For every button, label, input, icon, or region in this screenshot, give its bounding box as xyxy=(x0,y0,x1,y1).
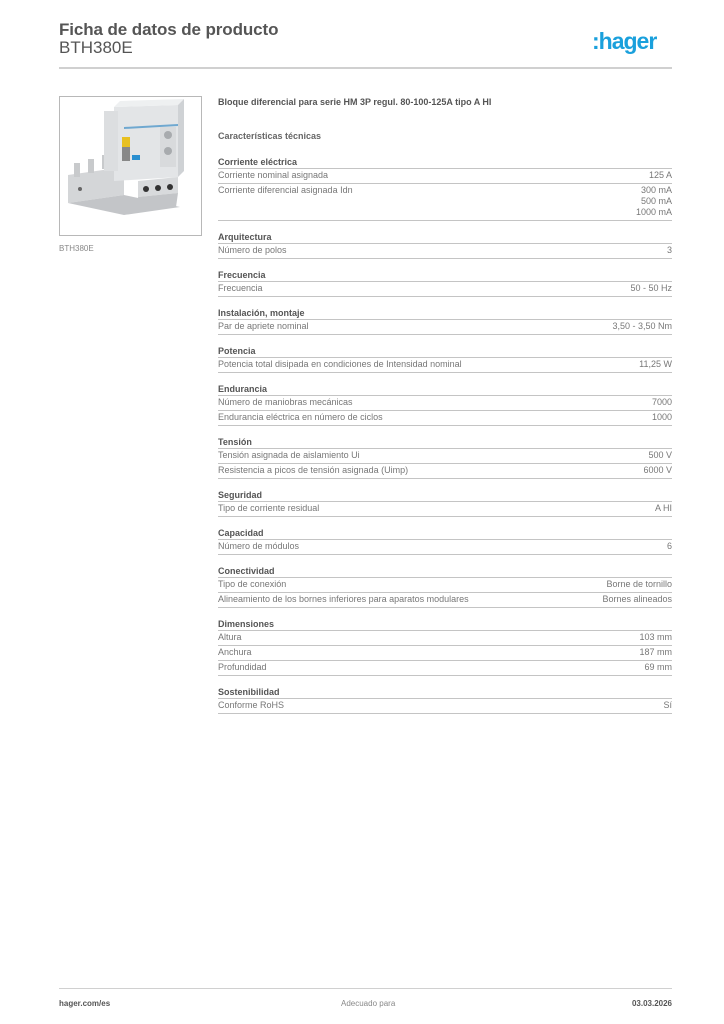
image-caption: BTH380E xyxy=(59,244,94,253)
spec-row xyxy=(218,699,672,714)
footer-website-link[interactable]: hager.com/es xyxy=(59,999,111,1008)
spec-section xyxy=(218,268,672,297)
spec-row xyxy=(218,464,672,479)
spec-section xyxy=(218,155,672,221)
spec-row xyxy=(218,411,672,426)
spec-row xyxy=(218,631,672,646)
spec-values xyxy=(639,632,672,643)
spec-value: 6000 V xyxy=(643,465,672,475)
spec-section xyxy=(218,344,672,373)
spec-value: 3 xyxy=(666,245,672,255)
spec-values xyxy=(652,397,672,408)
spec-values xyxy=(655,503,672,514)
spec-section-title: Sostenibilidad xyxy=(218,685,672,699)
spec-label: Frecuencia xyxy=(218,283,263,293)
spec-values xyxy=(648,450,672,461)
spec-value: 11,25 W xyxy=(639,359,672,369)
spec-label: Potencia total disipada en condiciones de Intensidad nominal xyxy=(218,359,462,369)
spec-value: Bornes alineados xyxy=(602,594,672,604)
spec-label: Profundidad xyxy=(218,662,267,672)
spec-section xyxy=(218,564,672,608)
spec-section-title: Endurancia xyxy=(218,382,672,396)
spec-row xyxy=(218,396,672,411)
spec-section-title: Instalación, montaje xyxy=(218,306,672,320)
spec-section xyxy=(218,382,672,426)
spec-value: 7000 xyxy=(651,397,672,407)
spec-section-title: Capacidad xyxy=(218,526,672,540)
spec-section xyxy=(218,488,672,517)
specs-table xyxy=(218,155,672,723)
spec-section-title: Seguridad xyxy=(218,488,672,502)
spec-label: Alineamiento de los bornes inferiores para aparatos modulares xyxy=(218,594,469,604)
spec-section-title: Corriente eléctrica xyxy=(218,155,672,169)
spec-values xyxy=(639,647,672,658)
spec-row xyxy=(218,169,672,184)
spec-row xyxy=(218,449,672,464)
spec-label: Corriente diferencial asignada Idn xyxy=(218,185,353,195)
spec-section xyxy=(218,230,672,259)
spec-label: Anchura xyxy=(218,647,252,657)
spec-label: Número de módulos xyxy=(218,541,300,551)
circuit-breaker-block-icon xyxy=(60,97,201,235)
spec-label: Tipo de conexión xyxy=(218,579,287,589)
spec-row xyxy=(218,540,672,555)
spec-values xyxy=(667,245,672,256)
spec-values xyxy=(630,283,672,294)
spec-row xyxy=(218,244,672,259)
spec-value: 69 mm xyxy=(644,662,672,672)
spec-label: Tipo de corriente residual xyxy=(218,503,320,513)
spec-row xyxy=(218,578,672,593)
spec-row xyxy=(218,661,672,676)
spec-section-title: Conectividad xyxy=(218,564,672,578)
header-title: Ficha de datos de producto xyxy=(59,20,279,39)
spec-values xyxy=(639,359,672,370)
product-description: Bloque diferencial para serie HM 3P regul. 80-100-125A tipo A HI xyxy=(218,97,492,107)
hager-logo: :hager xyxy=(592,28,657,54)
spec-section xyxy=(218,526,672,555)
spec-section-title: Arquitectura xyxy=(218,230,672,244)
spec-label: Resistencia a picos de tensión asignada (Uimp) xyxy=(218,465,409,475)
spec-values xyxy=(667,541,672,552)
spec-row xyxy=(218,184,672,221)
spec-value: 1000 xyxy=(651,412,672,422)
spec-section-title: Frecuencia xyxy=(218,268,672,282)
footer-divider xyxy=(59,988,672,989)
spec-label: Número de polos xyxy=(218,245,287,255)
spec-values xyxy=(606,579,672,590)
spec-section xyxy=(218,306,672,335)
spec-section-title: Potencia xyxy=(218,344,672,358)
spec-row xyxy=(218,358,672,373)
spec-label: Tensión asignada de aislamiento Ui xyxy=(218,450,360,460)
spec-value: 125 A xyxy=(648,170,672,180)
spec-values xyxy=(643,465,672,476)
spec-row xyxy=(218,593,672,608)
spec-label: Par de apriete nominal xyxy=(218,321,309,331)
spec-value: 6 xyxy=(666,541,672,551)
spec-row xyxy=(218,646,672,661)
spec-value: 1000 mA xyxy=(635,207,672,217)
spec-values xyxy=(636,185,672,218)
spec-values xyxy=(649,170,672,181)
spec-value: Borne de tornillo xyxy=(606,579,672,589)
product-code: BTH380E xyxy=(59,38,133,57)
spec-value: 187 mm xyxy=(639,647,672,657)
spec-values xyxy=(644,662,672,673)
header-divider xyxy=(59,67,672,69)
spec-value: 50 - 50 Hz xyxy=(630,283,672,293)
spec-values xyxy=(652,412,672,423)
spec-value: 3,50 - 3,50 Nm xyxy=(612,321,672,331)
spec-value: 500 V xyxy=(648,450,672,460)
spec-section-title: Dimensiones xyxy=(218,617,672,631)
product-image xyxy=(59,96,202,236)
spec-label: Corriente nominal asignada xyxy=(218,170,329,180)
spec-value: 500 mA xyxy=(640,196,672,206)
spec-row xyxy=(218,502,672,517)
spec-section xyxy=(218,435,672,479)
footer-date: 03.03.2026 xyxy=(631,999,672,1008)
spec-label: Altura xyxy=(218,632,242,642)
spec-section-title: Tensión xyxy=(218,435,672,449)
spec-label: Endurancia eléctrica en número de ciclos xyxy=(218,412,383,422)
spec-label: Número de maniobras mecánicas xyxy=(218,397,353,407)
spec-value: 103 mm xyxy=(639,632,672,642)
spec-value: A HI xyxy=(654,503,672,513)
spec-values xyxy=(663,700,672,711)
spec-label: Conforme RoHS xyxy=(218,700,285,710)
footer-suitable-for: Adecuado para xyxy=(341,999,396,1008)
spec-values xyxy=(612,321,672,332)
spec-values xyxy=(602,594,672,605)
spec-value: 300 mA xyxy=(640,185,672,195)
technical-characteristics-heading: Características técnicas xyxy=(218,131,322,141)
spec-row xyxy=(218,320,672,335)
spec-row xyxy=(218,282,672,297)
spec-value: Sí xyxy=(663,700,672,710)
spec-section xyxy=(218,685,672,714)
spec-section xyxy=(218,617,672,676)
